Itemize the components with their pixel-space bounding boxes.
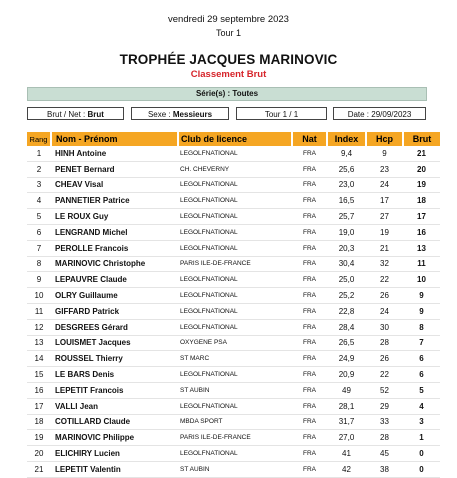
cell-hcp: 17 [366, 193, 403, 209]
page-subtitle: Classement Brut [190, 69, 267, 80]
cell-club: LEGOLFNATIONAL [178, 367, 292, 383]
cell-hcp: 27 [366, 209, 403, 225]
cell-club: LEGOLFNATIONAL [178, 398, 292, 414]
cell-brut: 9 [403, 288, 440, 304]
cell-nom: LOUISMET Jacques [51, 335, 178, 351]
cell-club: LEGOLFNATIONAL [178, 240, 292, 256]
cell-nom: LE BARS Denis [51, 367, 178, 383]
cell-brut: 13 [403, 240, 440, 256]
cell-nat: FRA [292, 461, 327, 477]
filter-brut-net-value: Brut [87, 110, 104, 119]
cell-hcp: 28 [366, 335, 403, 351]
cell-brut: 8 [403, 319, 440, 335]
cell-index: 25,7 [327, 209, 366, 225]
cell-nom: LEPETIT Valentin [51, 461, 178, 477]
cell-nat: FRA [292, 177, 327, 193]
cell-nom: VALLI Jean [51, 398, 178, 414]
table-row [27, 193, 440, 209]
cell-hcp: 32 [366, 256, 403, 272]
cell-rang: 13 [27, 335, 51, 351]
cell-hcp: 28 [366, 430, 403, 446]
cell-rang: 14 [27, 351, 51, 367]
cell-brut: 20 [403, 161, 440, 177]
cell-nom: LEPAUVRE Claude [51, 272, 178, 288]
cell-brut: 18 [403, 193, 440, 209]
cell-club: PARIS ILE-DE-FRANCE [178, 256, 292, 272]
cell-club: LEGOLFNATIONAL [178, 209, 292, 225]
table-header-row [27, 132, 440, 146]
cell-hcp: 21 [366, 240, 403, 256]
cell-hcp: 24 [366, 303, 403, 319]
cell-club: LEGOLFNATIONAL [178, 303, 292, 319]
cell-nat: FRA [292, 430, 327, 446]
cell-hcp: 9 [366, 146, 403, 161]
cell-nom: PEROLLE Francois [51, 240, 178, 256]
cell-rang: 3 [27, 177, 51, 193]
cell-nat: FRA [292, 224, 327, 240]
table-row [27, 382, 440, 398]
table-row [27, 146, 440, 161]
cell-club: ST MARC [178, 351, 292, 367]
cell-club: LEGOLFNATIONAL [178, 319, 292, 335]
cell-nat: FRA [292, 351, 327, 367]
report-tour: Tour 1 [215, 28, 241, 38]
cell-hcp: 38 [366, 461, 403, 477]
cell-index: 19,0 [327, 224, 366, 240]
cell-nom: MARINOVIC Christophe [51, 256, 178, 272]
table-row [27, 414, 440, 430]
cell-hcp: 30 [366, 319, 403, 335]
cell-nom: PENET Bernard [51, 161, 178, 177]
cell-club: OXYGENE PSA [178, 335, 292, 351]
col-header-nat: Nat [292, 132, 327, 146]
cell-hcp: 26 [366, 288, 403, 304]
cell-nat: FRA [292, 303, 327, 319]
table-row [27, 240, 440, 256]
cell-index: 22,8 [327, 303, 366, 319]
cell-club: ST AUBIN [178, 461, 292, 477]
cell-hcp: 29 [366, 398, 403, 414]
cell-nom: COTILLARD Claude [51, 414, 178, 430]
cell-nom: CHEAV Visal [51, 177, 178, 193]
cell-nom: ELICHIRY Lucien [51, 446, 178, 462]
cell-nom: OLRY Guillaume [51, 288, 178, 304]
cell-hcp: 22 [366, 272, 403, 288]
cell-brut: 0 [403, 446, 440, 462]
filter-sexe-value: Messieurs [172, 110, 213, 119]
cell-index: 9,4 [327, 146, 366, 161]
table-row [27, 319, 440, 335]
cell-index: 42 [327, 461, 366, 477]
cell-rang: 18 [27, 414, 51, 430]
page-title: TROPHÉE JACQUES MARINOVIC [119, 52, 338, 67]
cell-brut: 21 [403, 146, 440, 161]
cell-hcp: 45 [366, 446, 403, 462]
series-bar: Série(s) : Toutes [27, 87, 427, 101]
cell-club: LEGOLFNATIONAL [178, 177, 292, 193]
cell-index: 16,5 [327, 193, 366, 209]
table-row [27, 335, 440, 351]
cell-index: 25,0 [327, 272, 366, 288]
cell-rang: 2 [27, 161, 51, 177]
cell-nat: FRA [292, 382, 327, 398]
col-header-club: Club de licence [178, 132, 292, 146]
cell-nat: FRA [292, 256, 327, 272]
col-header-nom: Nom - Prénom [51, 132, 178, 146]
filter-sexe [131, 107, 229, 120]
cell-hcp: 23 [366, 161, 403, 177]
report-date: vendredi 29 septembre 2023 [168, 14, 289, 25]
cell-nom: GIFFARD Patrick [51, 303, 178, 319]
cell-index: 41 [327, 446, 366, 462]
cell-rang: 10 [27, 288, 51, 304]
cell-nat: FRA [292, 288, 327, 304]
cell-nom: HINH Antoine [51, 146, 178, 161]
cell-brut: 6 [403, 367, 440, 383]
cell-hcp: 22 [366, 367, 403, 383]
cell-index: 25,2 [327, 288, 366, 304]
cell-brut: 0 [403, 461, 440, 477]
cell-nom: PANNETIER Patrice [51, 193, 178, 209]
cell-brut: 19 [403, 177, 440, 193]
col-header-rang: Rang [27, 132, 51, 146]
cell-hcp: 26 [366, 351, 403, 367]
cell-index: 24,9 [327, 351, 366, 367]
col-header-hcp: Hcp [366, 132, 403, 146]
cell-nat: FRA [292, 209, 327, 225]
table-row [27, 256, 440, 272]
cell-rang: 19 [27, 430, 51, 446]
cell-brut: 16 [403, 224, 440, 240]
table-row [27, 177, 440, 193]
filter-sexe-label: Sexe : [147, 110, 171, 119]
filter-brut-net-label: Brut / Net : [47, 110, 86, 119]
cell-rang: 6 [27, 224, 51, 240]
cell-brut: 5 [403, 382, 440, 398]
ranking-table [27, 132, 440, 478]
cell-rang: 8 [27, 256, 51, 272]
cell-rang: 21 [27, 461, 51, 477]
cell-nat: FRA [292, 335, 327, 351]
filter-tour: Tour 1 / 1 [236, 107, 327, 120]
cell-nat: FRA [292, 398, 327, 414]
col-header-brut: Brut [403, 132, 440, 146]
cell-brut: 3 [403, 414, 440, 430]
cell-nom: LEPETIT Francois [51, 382, 178, 398]
cell-nom: DESGREES Gérard [51, 319, 178, 335]
table-row [27, 398, 440, 414]
cell-rang: 4 [27, 193, 51, 209]
table-row [27, 303, 440, 319]
col-header-index: Index [327, 132, 366, 146]
cell-nat: FRA [292, 446, 327, 462]
cell-index: 25,6 [327, 161, 366, 177]
table-row [27, 209, 440, 225]
cell-index: 20,3 [327, 240, 366, 256]
cell-nat: FRA [292, 367, 327, 383]
cell-rang: 15 [27, 367, 51, 383]
cell-nat: FRA [292, 272, 327, 288]
cell-nat: FRA [292, 414, 327, 430]
cell-brut: 11 [403, 256, 440, 272]
cell-brut: 10 [403, 272, 440, 288]
cell-brut: 4 [403, 398, 440, 414]
cell-hcp: 33 [366, 414, 403, 430]
table-row [27, 367, 440, 383]
cell-club: PARIS ILE-DE-FRANCE [178, 430, 292, 446]
cell-club: MBDA SPORT [178, 414, 292, 430]
cell-nom: MARINOVIC Philippe [51, 430, 178, 446]
cell-club: ST AUBIN [178, 382, 292, 398]
cell-nat: FRA [292, 193, 327, 209]
cell-brut: 6 [403, 351, 440, 367]
cell-brut: 9 [403, 303, 440, 319]
cell-rang: 9 [27, 272, 51, 288]
cell-nom: LENGRAND Michel [51, 224, 178, 240]
cell-rang: 5 [27, 209, 51, 225]
cell-club: LEGOLFNATIONAL [178, 146, 292, 161]
cell-club: LEGOLFNATIONAL [178, 224, 292, 240]
cell-index: 26,5 [327, 335, 366, 351]
cell-brut: 17 [403, 209, 440, 225]
table-row [27, 351, 440, 367]
cell-club: LEGOLFNATIONAL [178, 446, 292, 462]
table-row [27, 272, 440, 288]
table-row [27, 461, 440, 477]
cell-hcp: 24 [366, 177, 403, 193]
cell-rang: 1 [27, 146, 51, 161]
table-row [27, 430, 440, 446]
filter-brut-net [27, 107, 124, 120]
cell-nat: FRA [292, 161, 327, 177]
cell-index: 20,9 [327, 367, 366, 383]
cell-nom: ROUSSEL Thierry [51, 351, 178, 367]
cell-hcp: 52 [366, 382, 403, 398]
cell-nat: FRA [292, 240, 327, 256]
cell-club: LEGOLFNATIONAL [178, 288, 292, 304]
cell-nat: FRA [292, 319, 327, 335]
cell-club: LEGOLFNATIONAL [178, 272, 292, 288]
cell-index: 49 [327, 382, 366, 398]
cell-club: CH. CHEVERNY [178, 161, 292, 177]
table-row [27, 288, 440, 304]
cell-rang: 7 [27, 240, 51, 256]
cell-brut: 7 [403, 335, 440, 351]
cell-nom: LE ROUX Guy [51, 209, 178, 225]
table-row [27, 224, 440, 240]
cell-index: 23,0 [327, 177, 366, 193]
table-row [27, 161, 440, 177]
cell-nat: FRA [292, 146, 327, 161]
cell-index: 27,0 [327, 430, 366, 446]
table-row [27, 446, 440, 462]
cell-rang: 11 [27, 303, 51, 319]
cell-index: 28,4 [327, 319, 366, 335]
cell-brut: 1 [403, 430, 440, 446]
cell-rang: 16 [27, 382, 51, 398]
cell-rang: 20 [27, 446, 51, 462]
cell-rang: 12 [27, 319, 51, 335]
cell-index: 31,7 [327, 414, 366, 430]
cell-club: LEGOLFNATIONAL [178, 193, 292, 209]
cell-rang: 17 [27, 398, 51, 414]
cell-index: 28,1 [327, 398, 366, 414]
filter-date: Date : 29/09/2023 [333, 107, 426, 120]
cell-index: 30,4 [327, 256, 366, 272]
cell-hcp: 19 [366, 224, 403, 240]
